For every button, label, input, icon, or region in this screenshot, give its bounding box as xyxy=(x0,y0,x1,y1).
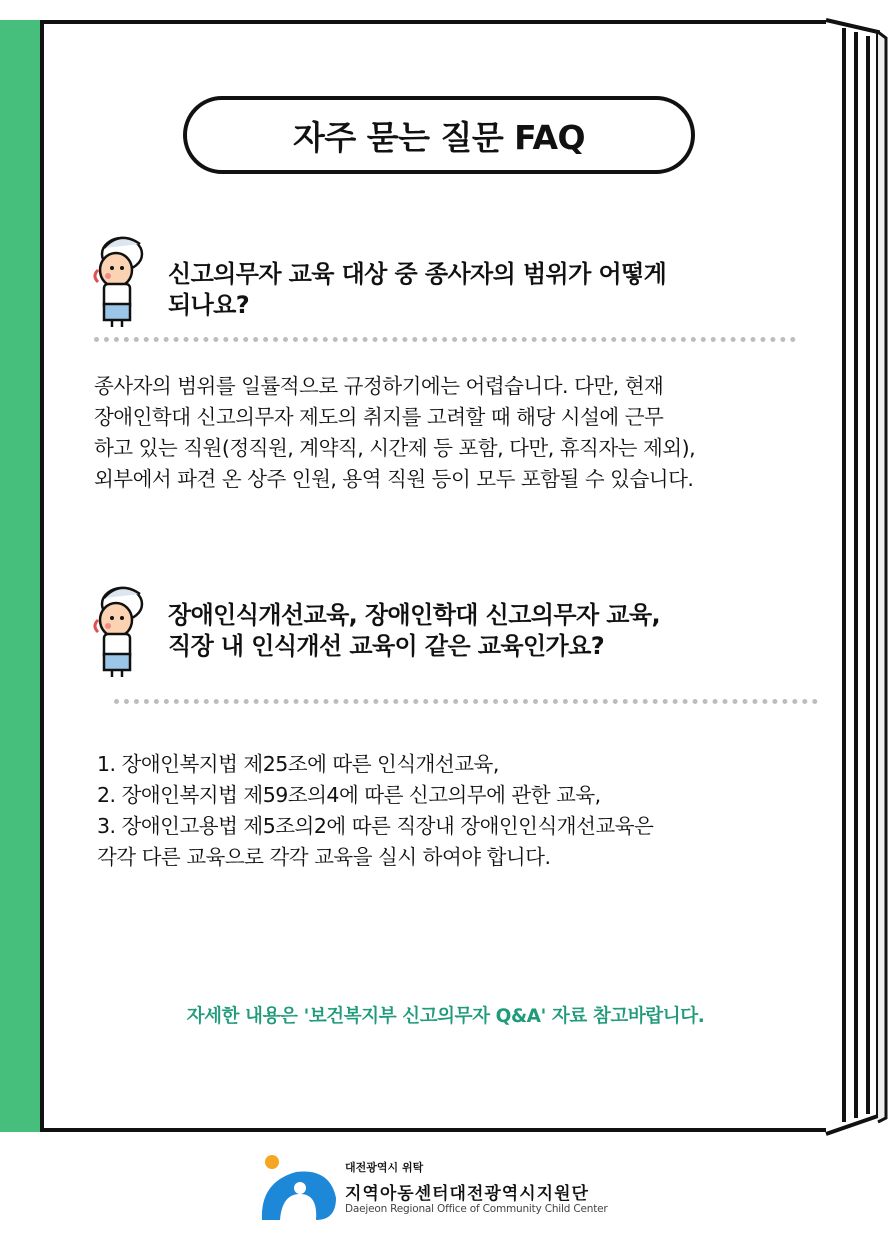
reference-notice: 자세한 내용은 '보건복지부 신고의무자 Q&A' 자료 참고바랍니다. xyxy=(186,1006,705,1027)
mascot-icon xyxy=(90,232,158,328)
book-page xyxy=(44,20,828,1132)
divider xyxy=(114,699,818,704)
answer-line: 각각 다른 교육으로 각각 교육을 실시 하여야 합니다. xyxy=(97,845,551,869)
divider xyxy=(94,337,796,342)
footer-line-1: 대전광역시 위탁 xyxy=(345,1161,424,1174)
footer-org-name: 지역아동센터대전광역시지원단 xyxy=(345,1184,589,1204)
page-title: 자주 묻는 질문 FAQ xyxy=(183,96,695,174)
book-page-edges xyxy=(822,18,888,1136)
answer-line: 하고 있는 직원(정직원, 계약직, 시간제 등 포함, 다만, 휴직자는 제외), xyxy=(94,436,696,460)
organization-logo-icon xyxy=(256,1154,338,1222)
footer-org-english: Daejeon Regional Office of Community Child Center xyxy=(345,1203,608,1215)
question-line: 장애인식개선교육, 장애인학대 신고의무자 교육, xyxy=(168,601,660,629)
question-line: 신고의무자 교육 대상 중 종사자의 범위가 어떻게 xyxy=(168,260,667,288)
faq-answer-2 xyxy=(97,749,653,873)
question-line: 되나요? xyxy=(168,291,250,319)
faq-answer-1 xyxy=(94,371,695,495)
answer-line: 장애인학대 신고의무자 제도의 취지를 고려할 때 해당 시설에 근무 xyxy=(94,405,664,429)
answer-line: 종사자의 범위를 일률적으로 규정하기에는 어렵습니다. 다만, 현재 xyxy=(94,374,664,398)
answer-line: 2. 장애인복지법 제59조의4에 따른 신고의무에 관한 교육, xyxy=(97,783,601,807)
answer-line: 외부에서 파견 온 상주 인원, 용역 직원 등이 모두 포함될 수 있습니다. xyxy=(94,467,694,491)
answer-line: 1. 장애인복지법 제25조에 따른 인식개선교육, xyxy=(97,752,499,776)
mascot-icon xyxy=(90,582,158,678)
faq-question-2 xyxy=(168,600,660,662)
answer-line: 3. 장애인고용법 제5조의2에 따른 직장내 장애인인식개선교육은 xyxy=(97,814,654,838)
footer-logo-block xyxy=(256,1154,676,1224)
book-spine xyxy=(0,20,44,1132)
question-line: 직장 내 인식개선 교육이 같은 교육인가요? xyxy=(168,632,605,660)
faq-question-1 xyxy=(168,259,666,321)
